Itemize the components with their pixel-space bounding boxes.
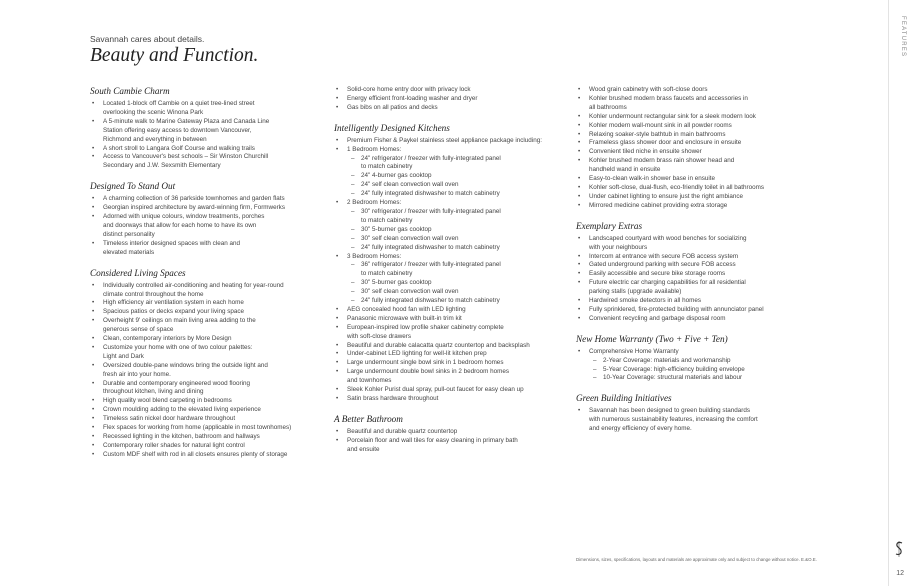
feature-item: • Under-cabinet LED lighting for well-lit kitchen prep <box>334 350 566 359</box>
feature-item: • Premium Fisher & Paykel stainless steel appliance package including: <box>334 137 566 146</box>
feature-item: • A 5-minute walk to Marine Gateway Plaza and Canada Line <box>90 118 322 127</box>
feature-item: • A charming collection of 36 parkside townhomes and garden flats <box>90 195 322 204</box>
feature-section <box>90 86 322 171</box>
feature-item: • Fully sprinklered, fire-protected building with annunciator panel <box>576 306 798 315</box>
feature-item: – 24" fully integrated dishwasher to match cabinetry <box>334 297 566 306</box>
feature-item: with numerous sustainability features, increasing the comfort <box>589 416 758 424</box>
feature-item: • Overheight 9' ceilings on main living area adding to the <box>90 317 322 326</box>
feature-item: • Relaxing soaker-style bathtub in main bathrooms <box>576 131 798 140</box>
feature-item: • Located 1-block off Cambie on a quiet tree-lined street <box>90 100 322 109</box>
feature-item: – 24" self clean convection wall oven <box>334 181 566 190</box>
feature-item: • 2 Bedroom Homes: <box>334 199 566 208</box>
section-heading: South Cambie Charm <box>90 86 170 96</box>
feature-item: fresh air into your home. <box>103 370 171 378</box>
page-number: 12 <box>896 570 904 577</box>
feature-item: • Kohler brushed modern brass faucets and accessories in <box>576 95 798 104</box>
feature-item: • Kohler brushed modern brass rain shower head and <box>576 157 798 166</box>
tagline: Savannah cares about details. <box>90 34 205 44</box>
feature-item: Secondary and J.W. Sexsmith Elementary <box>103 162 221 170</box>
feature-item: • Energy efficient front-loading washer and dryer <box>334 95 566 104</box>
feature-item: Light and Dark <box>103 352 144 360</box>
feature-item: • High quality wool blend carpeting in bedrooms <box>90 397 322 406</box>
feature-item: • Recessed lighting in the kitchen, bathroom and hallways <box>90 433 322 442</box>
feature-section <box>334 123 566 404</box>
feature-item: • European-inspired low profile shaker cabinetry complete <box>334 324 566 333</box>
feature-list <box>576 235 798 324</box>
feature-item: – 30" self clean convection wall oven <box>334 235 566 244</box>
feature-item: – 24" fully integrated dishwasher to match cabinetry <box>334 190 566 199</box>
feature-item: • Panasonic microwave with built-in trim kit <box>334 315 566 324</box>
feature-item: • Spacious patios or decks expand your living space <box>90 308 322 317</box>
column-3 <box>576 86 798 444</box>
feature-item: all bathrooms <box>589 103 627 111</box>
feature-list <box>90 282 322 460</box>
section-heading: Considered Living Spaces <box>90 267 186 278</box>
section-heading: Exemplary Extras <box>576 220 643 231</box>
feature-item: and ensuite <box>347 445 380 453</box>
feature-item: climate control throughout the home <box>103 290 204 298</box>
feature-section <box>576 393 798 434</box>
feature-item: – 5-Year Coverage: high-efficiency building envelope <box>576 366 798 375</box>
feature-item: to match cabinetry <box>361 216 413 224</box>
feature-list <box>334 137 566 404</box>
section-heading: Designed To Stand Out <box>90 181 176 192</box>
feature-item: • Gas bibs on all patios and decks <box>334 104 566 113</box>
feature-section <box>334 86 566 113</box>
feature-item: with your neighbours <box>589 243 648 251</box>
feature-item: • Gated underground parking with secure FOB access <box>576 261 798 270</box>
feature-item: Richmond and everything in between <box>103 135 207 143</box>
feature-list <box>576 86 798 211</box>
feature-item: • Frameless glass shower door and enclosure in ensuite <box>576 139 798 148</box>
feature-item: • Landscaped courtyard with wood benches for socializing <box>576 235 798 244</box>
feature-item: to match cabinetry <box>361 163 413 171</box>
feature-item: • Satin brass hardware throughout <box>334 395 566 404</box>
feature-item: parking stalls (upgrade available) <box>589 288 682 296</box>
feature-item: • Future electric car charging capabilities for all residential <box>576 279 798 288</box>
feature-section <box>90 268 322 460</box>
feature-item: – 30" 5-burner gas cooktop <box>334 226 566 235</box>
feature-item: • High efficiency air ventilation system in each home <box>90 299 322 308</box>
feature-item: • Kohler soft-close, dual-flush, eco-friendly toilet in all bathrooms <box>576 184 798 193</box>
section-label: FEATURES <box>900 16 906 58</box>
feature-item: • Individually controlled air-conditioning and heating for year-round <box>90 282 322 291</box>
feature-item: • Sleek Kohler Purist dual spray, pull-out faucet for easy clean up <box>334 386 566 395</box>
feature-section <box>576 86 798 211</box>
feature-item: generous sense of space <box>103 326 174 334</box>
feature-item: • Customize your home with one of two colour palettes: <box>90 344 322 353</box>
column-2 <box>334 86 566 465</box>
feature-item: • Georgian inspired architecture by award-winning firm, Formwerks <box>90 204 322 213</box>
feature-item: with soft-close drawers <box>347 332 412 340</box>
feature-item: • 1 Bedroom Homes: <box>334 146 566 155</box>
feature-item: – 36" refrigerator / freezer with fully-integrated panel <box>334 261 566 270</box>
feature-item: – 24" refrigerator / freezer with fully-integrated panel <box>334 155 566 164</box>
feature-item: • Kohler modern wall-mount sink in all powder rooms <box>576 122 798 131</box>
feature-item: to match cabinetry <box>361 270 413 278</box>
feature-section <box>90 181 322 257</box>
feature-list <box>576 348 798 384</box>
feature-section <box>334 414 566 455</box>
feature-item: • Solid-core home entry door with privacy lock <box>334 86 566 95</box>
feature-item: and doorways that allow for each home to have its own <box>103 221 257 229</box>
feature-item: – 10-Year Coverage: structural materials and labour <box>576 374 798 383</box>
feature-item: – 30" 5-burner gas cooktop <box>334 279 566 288</box>
section-heading: Green Building Initiatives <box>576 393 672 404</box>
feature-list <box>576 407 798 434</box>
feature-item: • Custom MDF shelf with rod in all closets ensures plenty of storage <box>90 451 322 460</box>
feature-item: – 24" fully integrated dishwasher to match cabinetry <box>334 244 566 253</box>
savannah-logo-icon <box>893 540 905 558</box>
feature-item: • Crown moulding adding to the elevated living experience <box>90 406 322 415</box>
feature-item: • Intercom at entrance with secure FOB access system <box>576 253 798 262</box>
feature-list <box>334 86 566 113</box>
feature-item: • Large undermount double bowl sinks in 2 bedroom homes <box>334 368 566 377</box>
feature-item: • Convenient recycling and garbage disposal room <box>576 315 798 324</box>
feature-item: • AEG concealed hood fan with LED lighting <box>334 306 566 315</box>
feature-list <box>334 428 566 455</box>
column-1 <box>90 86 322 470</box>
feature-item: • Contemporary roller shades for natural light control <box>90 442 322 451</box>
feature-item: • Savannah has been designed to green building standards <box>576 407 798 416</box>
feature-item: • Kohler undermount rectangular sink for a sleek modern look <box>576 113 798 122</box>
feature-item: – 30" refrigerator / freezer with fully-integrated panel <box>334 208 566 217</box>
section-heading: New Home Warranty (Two + Five + Ten) <box>576 333 728 344</box>
feature-item: handheld wand in ensuite <box>589 166 661 174</box>
feature-item: distinct personality <box>103 230 155 238</box>
feature-item: • A short stroll to Langara Golf Course and walking trails <box>90 145 322 154</box>
feature-item: – 30" self clean convection wall oven <box>334 288 566 297</box>
feature-item: • Clean, contemporary interiors by More Design <box>90 335 322 344</box>
feature-item: – 24" 4-burner gas cooktop <box>334 172 566 181</box>
feature-item: and townhomes <box>347 377 392 385</box>
feature-list <box>90 195 322 257</box>
feature-item: • Mirrored medicine cabinet providing extra storage <box>576 202 798 211</box>
section-heading: A Better Bathroom <box>334 413 403 424</box>
feature-item: and energy efficiency of every home. <box>589 425 692 433</box>
feature-item: Station offering easy access to downtown Vancouver, <box>103 126 252 134</box>
feature-item: • Wood grain cabinetry with soft-close doors <box>576 86 798 95</box>
feature-item: • 3 Bedroom Homes: <box>334 253 566 262</box>
feature-item: • Porcelain floor and wall tiles for easy cleaning in primary bath <box>334 437 566 446</box>
feature-item: • Convenient tiled niche in ensuite shower <box>576 148 798 157</box>
feature-item: – 2-Year Coverage: materials and workmanship <box>576 357 798 366</box>
feature-item: • Comprehensive Home Warranty <box>576 348 798 357</box>
feature-section <box>576 221 798 324</box>
feature-item: • Flex spaces for working from home (applicable in most townhomes) <box>90 424 322 433</box>
feature-item: • Oversized double-pane windows bring the outside light and <box>90 362 322 371</box>
feature-item: elevated materials <box>103 248 155 256</box>
feature-list <box>90 100 322 171</box>
page-title: Beauty and Function. <box>90 45 259 66</box>
disclaimer-footnote: Dimensions, sizes, specifications, layouts and materials are approximate only and subject to change without notice. E.&O.E. <box>576 557 817 562</box>
side-rail <box>888 0 910 586</box>
feature-item: • Large undermount single bowl sink in 1 bedroom homes <box>334 359 566 368</box>
feature-item: • Beautiful and durable calacatta quartz countertop and backsplash <box>334 342 566 351</box>
section-heading: Intelligently Designed Kitchens <box>334 122 450 133</box>
feature-item: • Under cabinet lighting to ensure just the right ambiance <box>576 193 798 202</box>
feature-item: • Easily accessible and secure bike storage rooms <box>576 270 798 279</box>
feature-item: • Access to Vancouver's best schools – Sir Winston Churchill <box>90 153 322 162</box>
feature-item: • Beautiful and durable quartz countertop <box>334 428 566 437</box>
feature-section <box>576 334 798 384</box>
feature-item: • Timeless satin nickel door hardware throughout <box>90 415 322 424</box>
feature-item: • Easy-to-clean walk-in shower base in ensuite <box>576 175 798 184</box>
feature-item: • Durable and contemporary engineered wood flooring <box>90 380 322 389</box>
feature-item: • Timeless interior designed spaces with clean and <box>90 240 322 249</box>
feature-item: • Hardwired smoke detectors in all homes <box>576 297 798 306</box>
feature-item: overlooking the scenic Winona Park <box>103 108 204 116</box>
feature-item: throughout kitchen, living and dining <box>103 388 204 396</box>
feature-item: • Adorned with unique colours, window treatments, porches <box>90 213 322 222</box>
